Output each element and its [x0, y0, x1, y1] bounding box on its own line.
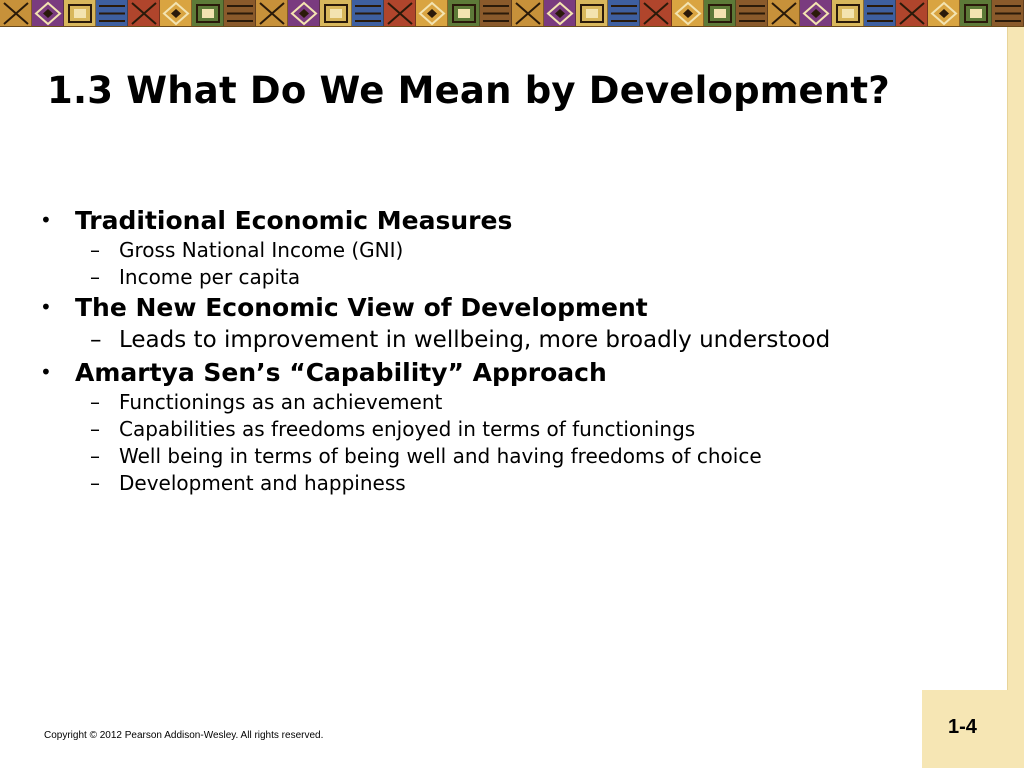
sub-bullet-functionings [40, 389, 940, 416]
slide-title: 1.3 What Do We Mean by Development? [47, 69, 890, 112]
copyright-notice: Copyright © 2012 Pearson Addison-Wesley. All rights reserved. [44, 730, 324, 741]
sub-bullet-well-being [40, 443, 940, 470]
bullet-new-economic-view: • The New Economic View of Development [40, 291, 940, 324]
dash-marker: – [90, 444, 100, 468]
dash-marker: – [90, 327, 102, 353]
dash-marker: – [90, 238, 100, 262]
slide-body [40, 204, 940, 497]
dash-marker: – [90, 417, 100, 441]
sub-bullet-text: Income per capita [119, 265, 301, 289]
sub-bullet-capabilities [40, 416, 940, 443]
sub-bullet-text: Gross National Income (GNI) [119, 238, 404, 262]
side-decorative-strip [1007, 27, 1024, 768]
sub-bullet-income-per-capita [40, 264, 940, 291]
bullet-capability-approach: • Amartya Sen’s “Capability” Approach [40, 356, 940, 389]
sub-bullet-wellbeing [40, 324, 940, 356]
bullet-traditional-measures: • Traditional Economic Measures [40, 204, 940, 237]
kente-pattern-graphic [0, 0, 1024, 27]
decorative-banner [0, 0, 1024, 27]
sub-bullet-text: Functionings as an achievement [119, 390, 443, 414]
sub-bullet-gni [40, 237, 940, 264]
sub-bullet-text: Leads to improvement in wellbeing, more broadly understood [119, 327, 831, 353]
page-number: 1-4 [948, 716, 977, 738]
sub-bullet-text: Well being in terms of being well and having freedoms of choice [119, 444, 762, 468]
dash-marker: – [90, 390, 100, 414]
sub-bullet-text: Development and happiness [119, 471, 406, 495]
sub-bullet-text: Capabilities as freedoms enjoyed in terms of functionings [119, 417, 696, 441]
sub-bullet-happiness [40, 470, 940, 497]
dash-marker: – [90, 265, 100, 289]
dash-marker: – [90, 471, 100, 495]
